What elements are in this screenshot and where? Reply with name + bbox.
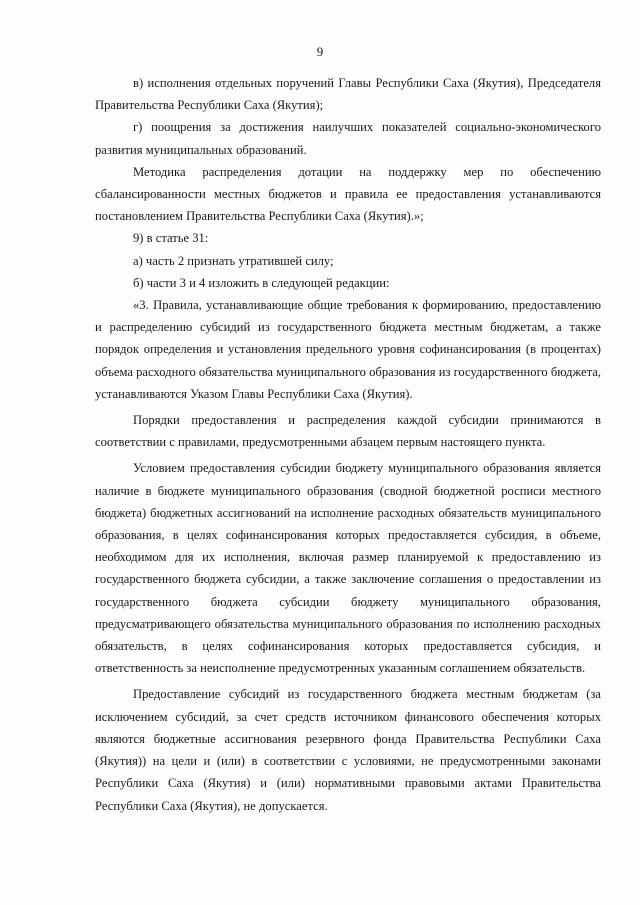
paragraph-provision: Предоставление субсидий из государственного бюджета местным бюджетам (за исключением субсидий, за счет средств источником финансового обеспечения которых являются бюджетные ассигнования резервного фонда Правительства Республики Саха (Якутия)) на цели и (или) в соответствии с условиями, не предусмотренными законами Республики Саха (Якутия) и (или) нормативными правовыми актами Правительства Республики Саха (Якутия), не допускается. xyxy=(95,687,601,813)
paragraph-condition: Условием предоставления субсидии бюджету муниципального образования является наличие в бюджете муниципального образования (сводной бюджетной росписи местного бюджета) бюджетных ассигнований на исполнение расходных обязательств муниципального образования, в целях софинансирования которых предоставляется субсидия, в объеме, необходимом для их исполнения, включая размер планируемой к предоставлению из государственного бюджета субсидии, а также заключение соглашения о предоставлении из государственного бюджета субсидии бюджету муниципального образования, предусматривающего обязательства муниципального образования по исполнению расходных обязательств, в целях софинансирования которых предоставляется субсидия, и ответственность за неисполнение предусмотренных указанным соглашением обязательств. xyxy=(95,461,601,676)
page-number: 9 xyxy=(316,44,324,59)
paragraph-item-g: г) поощрения за достижения наилучших показателей социально-экономического развития муниципальных образований. xyxy=(95,120,601,157)
paragraph-item-v: в) исполнения отдельных поручений Главы Республики Саха (Якутия), Председателя Правительства Республики Саха (Якутия); xyxy=(95,76,601,113)
paragraph-article-31: 9) в статье 31: xyxy=(133,231,209,246)
paragraph-parts-3-4: б) части 3 и 4 изложить в следующей редакции: xyxy=(133,275,390,290)
document-body xyxy=(95,72,601,817)
paragraph-procedures: Порядки предоставления и распределения каждой субсидии принимаются в соответствии с правилами, предусмотренными абзацем первым настоящего пункта. xyxy=(95,413,601,450)
paragraph-part-2: а) часть 2 признать утратившей силу; xyxy=(133,253,334,268)
paragraph-rules: «3. Правила, устанавливающие общие требования к формированию, предоставлению и распределению субсидий из государственного бюджета местным бюджетам, а также порядок определения и установления предельного уровня софинансирования (в процентах) объема расходного обязательства муниципального образования из государственного бюджета, устанавливаются Указом Главы Республики Саха (Якутия). xyxy=(95,298,601,401)
paragraph-methodology: Методика распределения дотации на поддержку мер по обеспечению сбалансированности местных бюджетов и правила ее предоставления устанавливаются постановлением Правительства Республики Саха (Якутия).»; xyxy=(95,164,601,224)
